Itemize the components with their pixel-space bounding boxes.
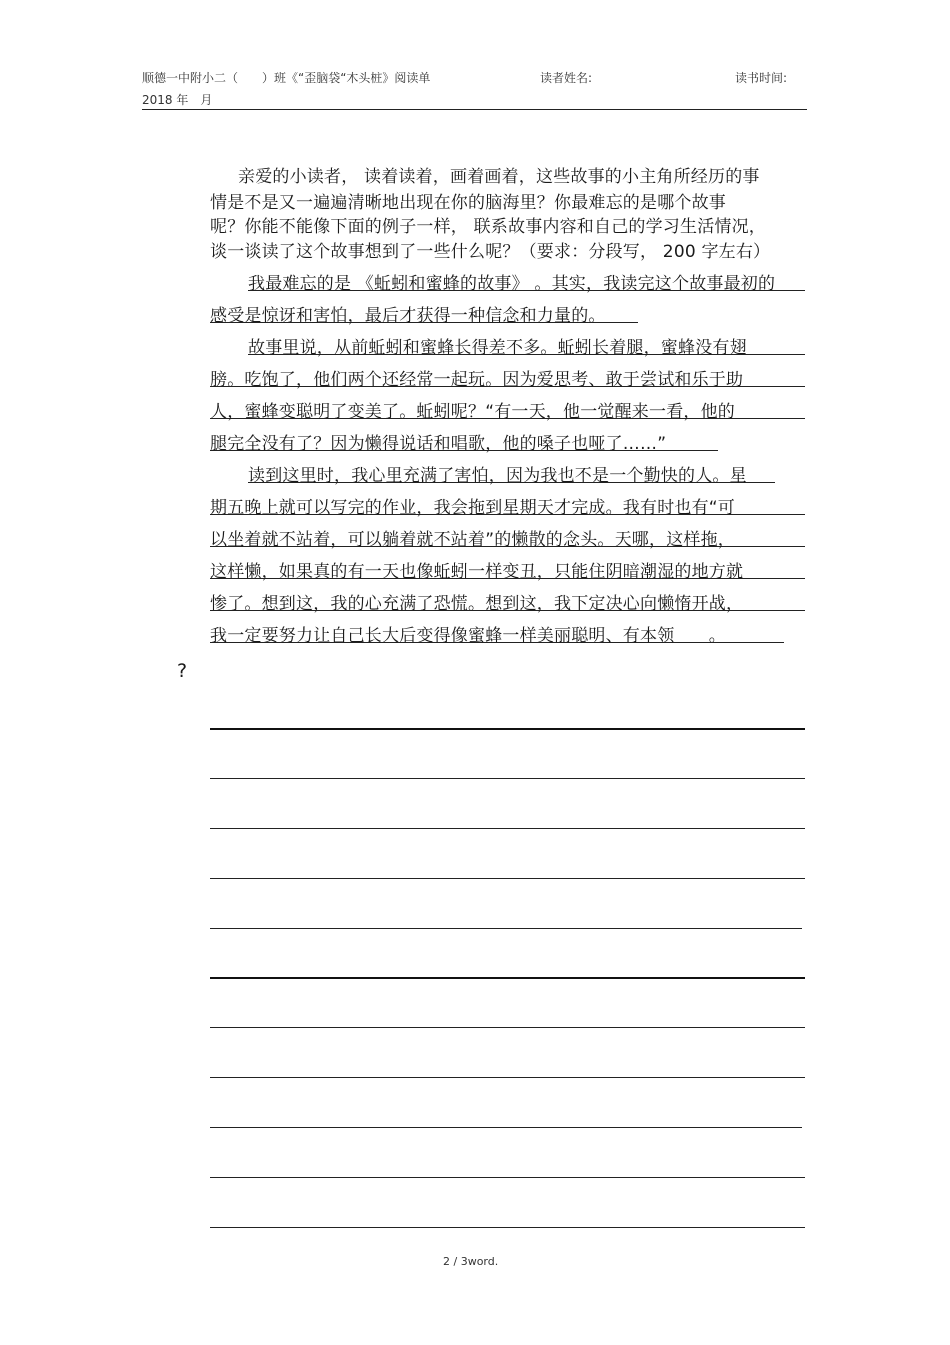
writing-line (210, 1177, 805, 1178)
writing-line (210, 778, 805, 779)
example-underline (210, 386, 805, 387)
example-line: 惨了。想到这，我的心充满了恐慌。想到这，我下定决心向懒惰开战， (210, 594, 744, 614)
example-line: 故事里说，从前蚯蚓和蜜蜂长得差不多。蚯蚓长着腿，蜜蜂没有翅 (248, 338, 747, 358)
example-underline (210, 610, 805, 611)
example-underline (210, 578, 805, 579)
header-reader-label: 读者姓名: (540, 71, 593, 85)
prompt-line-4: 谈一谈读了这个故事想到了一些什么呢？（要求：分段写， 200 字左右） (210, 242, 771, 262)
example-underline (210, 450, 718, 451)
example-line: 这样懒，如果真的有一天也像蚯蚓一样变丑，只能住阴暗潮湿的地方就 (210, 562, 744, 582)
header-date-line: 2018 年 月 (142, 93, 213, 107)
example-underline (210, 322, 638, 323)
question-mark: ? (177, 660, 188, 682)
example-underline (210, 546, 805, 547)
example-line: 期五晚上就可以写完的作业，我会拖到星期天才完成。我有时也有“可 (210, 498, 736, 518)
example-line: 腿完全没有了？因为懒得说话和唱歌，他的嗓子也哑了……” (210, 434, 667, 454)
example-underline (210, 514, 805, 515)
example-underline (248, 354, 805, 355)
example-line: 膀。吃饱了，他们两个还经常一起玩。因为爱思考、敢于尝试和乐于助 (210, 370, 744, 390)
writing-line (210, 728, 805, 730)
example-underline (248, 482, 775, 483)
example-line: 人，蜜蜂变聪明了变美了。蚯蚓呢？“有一天，他一觉醒来一看，他的 (210, 402, 736, 422)
writing-line (210, 878, 805, 879)
example-line: 感受是惊讶和害怕，最后才获得一种信念和力量的。 (210, 306, 606, 326)
page-footer: 2 / 3word. (443, 1255, 499, 1268)
prompt-line-1: 亲爱的小读者， 读着读着，画着画着，这些故事的小主角所经历的事 (238, 167, 760, 187)
example-line: 我最难忘的是 《蚯蚓和蜜蜂的故事》 。其实，我读完这个故事最初的 (248, 274, 776, 294)
example-underline (210, 418, 805, 419)
writing-line (210, 828, 805, 829)
writing-line (210, 1227, 805, 1228)
example-line: 读到这里时，我心里充满了害怕，因为我也不是一个勤快的人。星 (248, 466, 747, 486)
header-time-label: 读书时间: (735, 71, 788, 85)
writing-line (210, 928, 802, 929)
example-line: 我一定要努力让自己长大后变得像蜜蜂一样美丽聪明、有本领 。 (210, 626, 726, 646)
prompt-line-2: 情是不是又一遍遍清晰地出现在你的脑海里？你最难忘的是哪个故事 (210, 193, 726, 213)
header-class-title: 顺德一中附小二（ ）班《“歪脑袋“木头桩》阅读单 (142, 71, 431, 85)
header-rule (142, 109, 807, 110)
example-line: 以坐着就不站着，可以躺着就不站着”的懒散的念头。天哪，这样拖， (210, 530, 736, 550)
writing-line (210, 977, 805, 979)
writing-line (210, 1077, 805, 1078)
writing-line (210, 1127, 802, 1128)
prompt-line-3: 呢？你能不能像下面的例子一样， 联系故事内容和自己的学习生活情况， (210, 217, 767, 237)
example-underline (248, 290, 805, 291)
writing-line (210, 1027, 805, 1028)
example-underline (210, 642, 784, 643)
